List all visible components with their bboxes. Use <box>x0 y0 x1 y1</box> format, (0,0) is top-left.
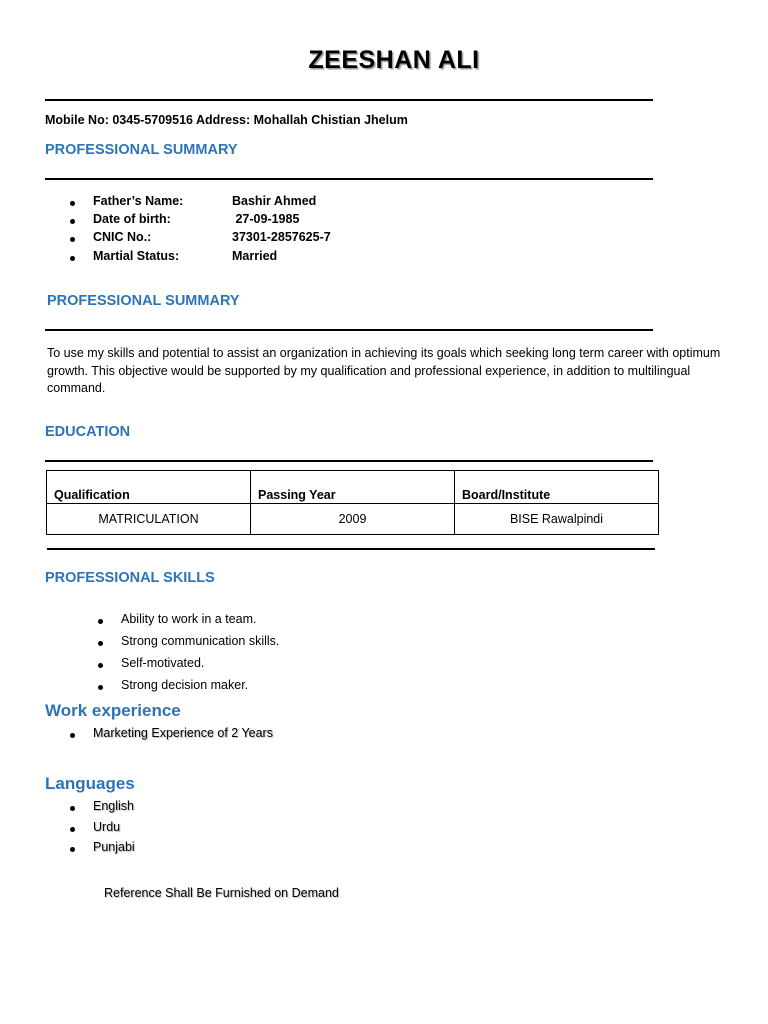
info-label: CNIC No.: <box>93 230 152 244</box>
info-value: Bashir Ahmed <box>232 194 317 208</box>
info-label: Martial Status: <box>93 249 180 263</box>
divider <box>45 99 653 101</box>
education-heading: EDUCATION <box>45 424 131 440</box>
info-value: 37301-2857625-7 <box>232 230 331 244</box>
bullet-icon <box>70 201 75 206</box>
languages-heading: Languages <box>45 774 135 793</box>
skill-text: Self-motivated. <box>121 656 205 670</box>
work-heading: Work experience <box>45 701 181 720</box>
info-label: Date of birth: <box>93 212 171 226</box>
table-cell: MATRICULATION <box>47 504 251 535</box>
table-header-row <box>47 471 659 504</box>
bullet-icon <box>70 237 75 242</box>
info-label: Father’s Name: <box>93 194 184 208</box>
bullet-icon <box>70 219 75 224</box>
table-cell: 2009 <box>251 504 455 535</box>
bullet-icon <box>70 827 75 832</box>
divider <box>47 548 655 550</box>
column-header: Qualification <box>47 471 251 504</box>
bullet-icon <box>98 641 103 646</box>
personal-info-heading: PROFESSIONAL SUMMARY <box>45 142 238 158</box>
bullet-icon <box>98 663 103 668</box>
column-header: Board/Institute <box>455 471 659 504</box>
language-text: Urdu <box>93 820 121 834</box>
info-value: Married <box>232 249 278 263</box>
divider <box>45 329 653 331</box>
bullet-icon <box>98 619 103 624</box>
divider <box>45 178 653 180</box>
column-header: Passing Year <box>251 471 455 504</box>
summary-heading: PROFESSIONAL SUMMARY <box>47 293 240 309</box>
bullet-icon <box>70 847 75 852</box>
education-table <box>46 470 659 535</box>
table-cell: BISE Rawalpindi <box>455 504 659 535</box>
info-value: 27-09-1985 <box>232 212 300 226</box>
skill-text: Strong communication skills. <box>121 634 280 648</box>
skill-text: Strong decision maker. <box>121 678 249 692</box>
summary-text: To use my skills and potential to assist an organization in achieving its goals which seeking long term career with optimum growth. This objective would be supported by my qualification and professional experience, in addition to multilingual command. <box>47 346 721 395</box>
bullet-icon <box>98 685 103 690</box>
language-text: Punjabi <box>93 840 135 854</box>
bullet-icon <box>70 806 75 811</box>
reference-note: Reference Shall Be Furnished on Demand <box>104 886 339 900</box>
divider <box>45 460 653 462</box>
bullet-icon <box>70 733 75 738</box>
work-text: Marketing Experience of 2 Years <box>93 726 273 740</box>
bullet-icon <box>70 256 75 261</box>
contact-line: Mobile No: 0345-5709516 Address: Mohallah Chistian Jhelum <box>45 113 408 127</box>
candidate-name: ZEESHAN ALI <box>308 46 480 74</box>
language-text: English <box>93 799 134 813</box>
skills-heading: PROFESSIONAL SKILLS <box>45 570 215 586</box>
table-row <box>47 504 659 535</box>
skill-text: Ability to work in a team. <box>121 612 257 626</box>
